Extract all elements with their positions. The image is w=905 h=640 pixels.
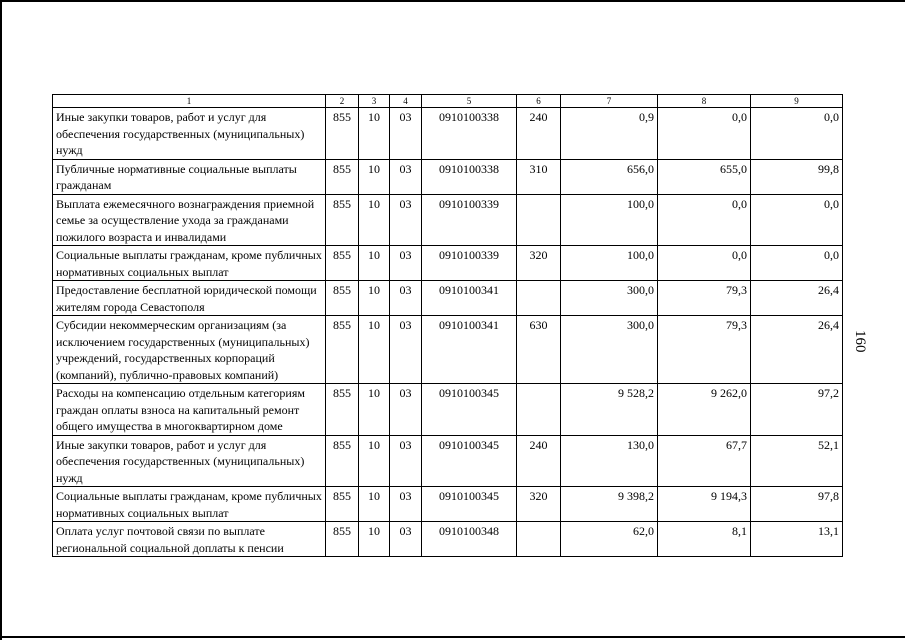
cell-col7: 300,0 (561, 316, 658, 384)
row-name: Субсидии некоммерческим организациям (за исключением государственных (муниципальных) учреждений, государственных корпораций (компаний), публично-правовых компаний) (53, 316, 326, 384)
cell-col8: 0,0 (658, 246, 751, 281)
table-row (53, 316, 843, 384)
cell-col5: 0910100341 (422, 281, 517, 316)
cell-col4: 03 (390, 435, 422, 487)
cell-col7: 0,9 (561, 108, 658, 160)
cell-col9: 26,4 (751, 281, 843, 316)
row-name: Выплата ежемесячного вознаграждения приемной семье за осуществление ухода за гражданами пожилого возраста и инвалидами (53, 194, 326, 246)
cell-col8: 9 262,0 (658, 384, 751, 436)
row-name: Публичные нормативные социальные выплаты гражданам (53, 159, 326, 194)
cell-col5: 0910100341 (422, 316, 517, 384)
cell-col3: 10 (359, 316, 390, 384)
cell-col4: 03 (390, 246, 422, 281)
row-name: Социальные выплаты гражданам, кроме публичных нормативных социальных выплат (53, 487, 326, 522)
table-row (53, 194, 843, 246)
row-name: Иные закупки товаров, работ и услуг для обеспечения государственных (муниципальных) нужд (53, 435, 326, 487)
cell-col8: 67,7 (658, 435, 751, 487)
cell-col6 (517, 194, 561, 246)
cell-col9: 0,0 (751, 108, 843, 160)
table-row (53, 522, 843, 557)
table-row (53, 159, 843, 194)
cell-col8: 655,0 (658, 159, 751, 194)
cell-col2: 855 (326, 194, 359, 246)
cell-col5: 0910100348 (422, 522, 517, 557)
table-row (53, 281, 843, 316)
column-header: 4 (390, 95, 422, 108)
page-border-bottom (0, 636, 905, 638)
cell-col3: 10 (359, 487, 390, 522)
cell-col4: 03 (390, 316, 422, 384)
cell-col2: 855 (326, 487, 359, 522)
column-header: 2 (326, 95, 359, 108)
cell-col5: 0910100345 (422, 487, 517, 522)
cell-col3: 10 (359, 522, 390, 557)
cell-col3: 10 (359, 108, 390, 160)
cell-col3: 10 (359, 246, 390, 281)
row-name: Расходы на компенсацию отдельным категориям граждан оплаты взноса на капитальный ремонт общего имущества в многоквартирном доме (53, 384, 326, 436)
cell-col4: 03 (390, 108, 422, 160)
cell-col8: 9 194,3 (658, 487, 751, 522)
cell-col9: 52,1 (751, 435, 843, 487)
cell-col3: 10 (359, 194, 390, 246)
cell-col9: 26,4 (751, 316, 843, 384)
cell-col7: 100,0 (561, 246, 658, 281)
header-row (53, 95, 843, 108)
cell-col2: 855 (326, 159, 359, 194)
budget-table (52, 94, 843, 557)
cell-col2: 855 (326, 522, 359, 557)
column-header: 6 (517, 95, 561, 108)
cell-col3: 10 (359, 281, 390, 316)
column-header: 8 (658, 95, 751, 108)
cell-col8: 0,0 (658, 108, 751, 160)
cell-col6: 630 (517, 316, 561, 384)
cell-col8: 0,0 (658, 194, 751, 246)
cell-col4: 03 (390, 384, 422, 436)
cell-col7: 9 528,2 (561, 384, 658, 436)
cell-col2: 855 (326, 108, 359, 160)
cell-col4: 03 (390, 194, 422, 246)
cell-col9: 97,2 (751, 384, 843, 436)
cell-col7: 62,0 (561, 522, 658, 557)
row-name: Социальные выплаты гражданам, кроме публичных нормативных социальных выплат (53, 246, 326, 281)
cell-col7: 656,0 (561, 159, 658, 194)
row-name: Предоставление бесплатной юридической помощи жителям города Севастополя (53, 281, 326, 316)
cell-col4: 03 (390, 281, 422, 316)
cell-col6: 320 (517, 246, 561, 281)
column-header: 9 (751, 95, 843, 108)
cell-col9: 13,1 (751, 522, 843, 557)
cell-col7: 130,0 (561, 435, 658, 487)
table-row (53, 487, 843, 522)
cell-col2: 855 (326, 281, 359, 316)
cell-col4: 03 (390, 487, 422, 522)
cell-col5: 0910100339 (422, 194, 517, 246)
cell-col2: 855 (326, 384, 359, 436)
cell-col6: 310 (517, 159, 561, 194)
cell-col7: 300,0 (561, 281, 658, 316)
page-border-left (0, 0, 2, 640)
cell-col6: 240 (517, 108, 561, 160)
row-name: Оплата услуг почтовой связи по выплате региональной социальной доплаты к пенсии (53, 522, 326, 557)
cell-col6 (517, 281, 561, 316)
cell-col7: 9 398,2 (561, 487, 658, 522)
table-row (53, 246, 843, 281)
cell-col8: 8,1 (658, 522, 751, 557)
cell-col3: 10 (359, 435, 390, 487)
cell-col6 (517, 384, 561, 436)
cell-col5: 0910100339 (422, 246, 517, 281)
cell-col7: 100,0 (561, 194, 658, 246)
cell-col8: 79,3 (658, 316, 751, 384)
cell-col2: 855 (326, 246, 359, 281)
cell-col6: 240 (517, 435, 561, 487)
table-row (53, 108, 843, 160)
table-row (53, 435, 843, 487)
column-header: 1 (53, 95, 326, 108)
page-number: 160 (852, 330, 868, 353)
page-border-top (0, 0, 905, 2)
column-header: 7 (561, 95, 658, 108)
cell-col9: 0,0 (751, 246, 843, 281)
column-header: 5 (422, 95, 517, 108)
cell-col8: 79,3 (658, 281, 751, 316)
row-name: Иные закупки товаров, работ и услуг для обеспечения государственных (муниципальных) нужд (53, 108, 326, 160)
cell-col5: 0910100345 (422, 435, 517, 487)
cell-col6 (517, 522, 561, 557)
table-row (53, 384, 843, 436)
cell-col9: 97,8 (751, 487, 843, 522)
cell-col4: 03 (390, 522, 422, 557)
cell-col4: 03 (390, 159, 422, 194)
cell-col5: 0910100345 (422, 384, 517, 436)
cell-col5: 0910100338 (422, 108, 517, 160)
cell-col3: 10 (359, 384, 390, 436)
cell-col9: 0,0 (751, 194, 843, 246)
column-header: 3 (359, 95, 390, 108)
cell-col2: 855 (326, 316, 359, 384)
cell-col9: 99,8 (751, 159, 843, 194)
cell-col5: 0910100338 (422, 159, 517, 194)
cell-col2: 855 (326, 435, 359, 487)
cell-col6: 320 (517, 487, 561, 522)
cell-col3: 10 (359, 159, 390, 194)
